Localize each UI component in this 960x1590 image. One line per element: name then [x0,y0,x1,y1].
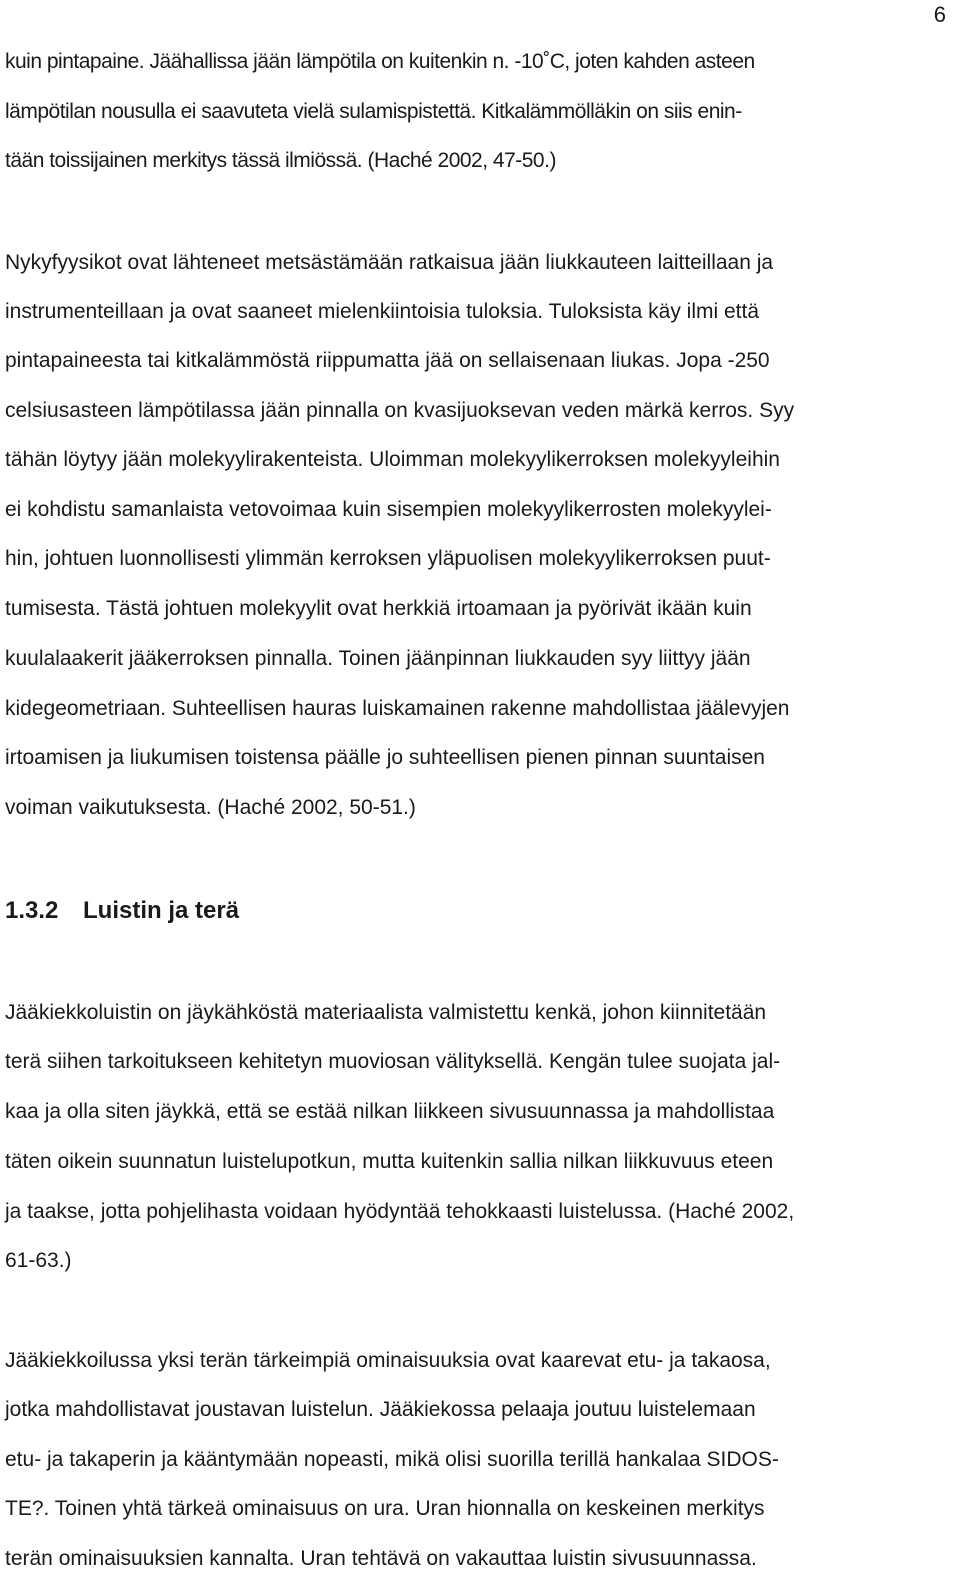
text-line: pintapaineesta tai kitkalämmöstä riippumatta jää on sellaisenaan liukas. Jopa -250 [5,349,770,372]
text-line: ei kohdistu samanlaista vetovoimaa kuin sisempien molekyylikerrosten molekyylei- [5,498,772,521]
text-line: täten oikein suunnatun luistelupotkun, mutta kuitenkin sallia nilkan liikkuvuus eteen [5,1150,774,1173]
text-line: Jääkiekkoluistin on jäykähköstä materiaalista valmistettu kenkä, johon kiinnitetään [5,1001,767,1024]
text-line: instrumenteillaan ja ovat saaneet mielenkiintoisia tuloksia. Tuloksista käy ilmi että [5,300,760,323]
section-number: 1.3.2 [5,897,59,924]
text-line: terä siihen tarkoitukseen kehitetyn muoviosan välityksellä. Kengän tulee suojata jal- [5,1050,781,1073]
text-line: ja taakse, jotta pohjelihasta voidaan hyödyntää tehokkaasti luistelussa. (Haché 2002, [5,1200,795,1223]
text-line: kuulalaakerit jääkerroksen pinnalla. Toinen jäänpinnan liukkauden syy liittyy jään [5,647,751,670]
text-line: lämpötilan nousulla ei saavuteta vielä sulamispistettä. Kitkalämmölläkin on siis enin- [5,100,742,123]
text-line: TE?. Toinen yhtä tärkeä ominaisuus on ura. Uran hionnalla on keskeinen merkitys [5,1497,765,1520]
section-heading [5,896,239,926]
text-line: kuin pintapaine. Jäähallissa jään lämpötila on kuitenkin n. -10˚C, joten kahden asteen [5,50,755,73]
text-line: Nykyfyysikot ovat lähteneet metsästämään ratkaisua jään liukkauteen laitteillaan ja [5,251,774,274]
text-line: irtoamisen ja liukumisen toistensa päälle jo suhteellisen pienen pinnan suuntaisen [5,746,765,769]
text-line: voiman vaikutuksesta. (Haché 2002, 50-51.) [5,796,416,819]
page-number: 6 [933,2,946,27]
text-line: etu- ja takaperin ja kääntymään nopeasti, mikä olisi suorilla terillä hankalaa SIDOS- [5,1448,779,1471]
text-line: Jääkiekkoilussa yksi terän tärkeimpiä ominaisuuksia ovat kaarevat etu- ja takaosa, [5,1349,771,1372]
text-line: hin, johtuen luonnollisesti ylimmän kerroksen yläpuolisen molekyylikerroksen puut- [5,547,771,570]
text-line: terän ominaisuuksien kannalta. Uran tehtävä on vakauttaa luistin sivusuunnassa. [5,1547,757,1570]
text-line: tähän löytyy jään molekyylirakenteista. Uloimman molekyylikerroksen molekyyleihin [5,448,780,471]
text-line: tumisesta. Tästä johtuen molekyylit ovat herkkiä irtoamaan ja pyörivät ikään kuin [5,597,752,620]
text-line: kaa ja olla siten jäykkä, että se estää nilkan liikkeen sivusuunnassa ja mahdollistaa [5,1100,775,1123]
text-line: jotka mahdollistavat joustavan luistelun. Jääkiekossa pelaaja joutuu luistelemaan [5,1398,756,1421]
text-line: 61-63.) [5,1249,72,1272]
section-title: Luistin ja terä [83,897,240,924]
text-line: tään toissijainen merkitys tässä ilmiössä. (Haché 2002, 47-50.) [5,149,556,172]
text-line: kidegeometriaan. Suhteellisen hauras luiskamainen rakenne mahdollistaa jäälevyjen [5,697,790,720]
text-line: celsiusasteen lämpötilassa jään pinnalla on kvasijuoksevan veden märkä kerros. Syy [5,399,795,422]
